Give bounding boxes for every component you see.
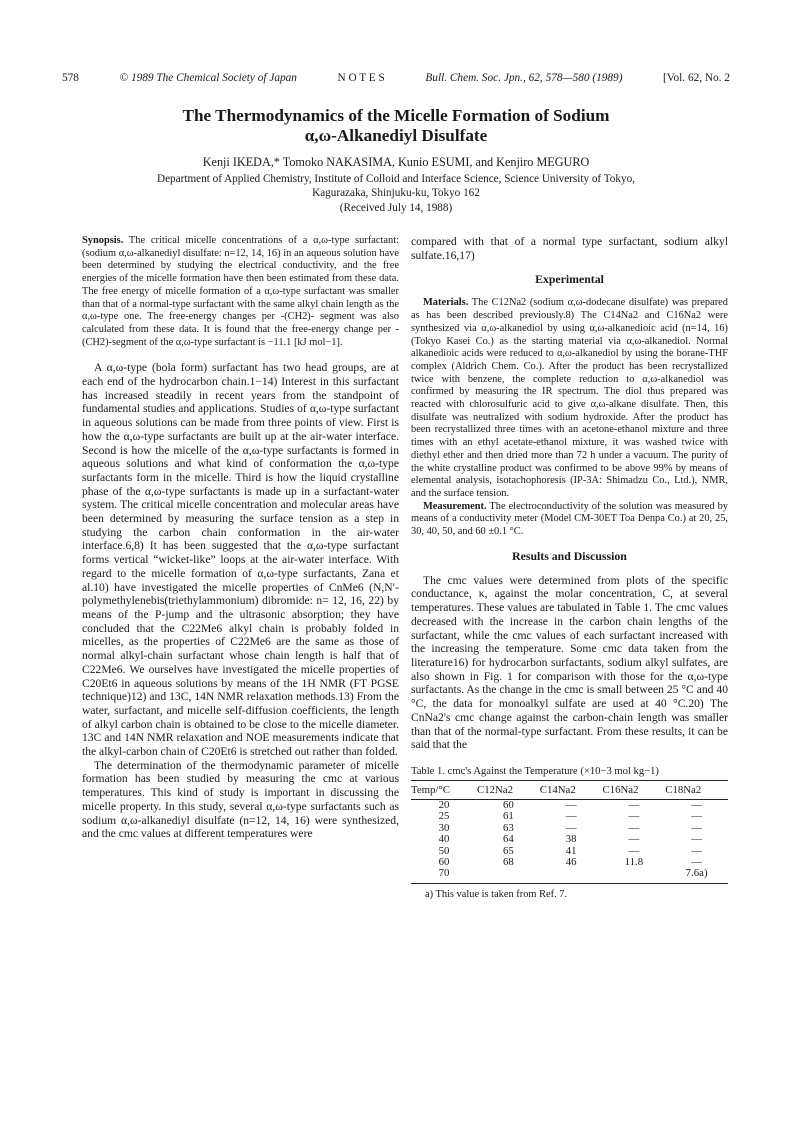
cmc-table (411, 780, 728, 884)
synopsis (82, 235, 399, 349)
table-cell: — (691, 833, 703, 846)
journal-citation: Bull. Chem. Soc. Jpn., 62, 578—580 (1989) (425, 72, 623, 84)
intro-paragraph-2-continued: compared with that of a normal type surfactant, sodium alkyl sulfate.16,17) (411, 235, 728, 262)
table-cell: — (628, 810, 640, 823)
table-footnote: a) This value is taken from Ref. 7. (425, 888, 568, 900)
copyright-notice: © 1989 The Chemical Society of Japan (119, 72, 297, 84)
materials-text: The C12Na2 (sodium α,ω-dodecane disulfate) was prepared as has been described previously.8) The C14Na2 and C16Na2 were synthesized via α,ω-alkanediol by using α,ω-alkanedioic acid (n=14, 16) (Tokyo Kasei Co.) as the starting material via α,ω-alkanediol. Normal alkanedioic acids were reduced to α,ω-alkanediol by using the borane-THF complex (Aldrich Chem. Co.). After the product has been recrystallized twice with benzene, the complete reduction to α,ω-alkanediol was confirmed by measuring the IR spectrum. The diol thus prepared was reacted with chlorosulfuric acid to give α,ω-alkane disulfate. Then, this disulfate was neutralized with sodium hydroxide. After the product has been recrystallized three times with an acetone-ethanol mixture and three times with an ethyl acetate-ethanol mixture, it was washed twice with diethyl ether and then dried more than 72 h under a vacuum. The purity of the white crystalline product was confirmed to be above 99% by means of elemental analysis, isotachophoresis (IP-3A: Shimadzu Co., Ltd.), NMR, and the surface tension. (411, 297, 728, 499)
results-heading: Results and Discussion (512, 548, 627, 563)
table-cell: 50 (438, 844, 450, 857)
table-cell: 68 (502, 855, 514, 868)
table-cell: 64 (502, 833, 514, 846)
synopsis-text: The critical micelle concentrations of a α,ω-type surfactant: (sodium α,ω-alkanediyl disulfate: n=12, 14, 16) in an aqueous solution have been determined by studying the electrical conductivity, and the free energies of the micelle formation have then been estimated from these data. The free energy of micelle formation of a α,ω-type surfactant was smaller than that of a normal-type surfactant with the same alkyl chain length as the α,ω-type one. The free-energy changes per -(CH2)- segment was also calculated from these data. It is found that the free-energy change per -(CH2)-segment of the α,ω-type surfactant is −11.1 [kJ mol−1]. (82, 235, 399, 348)
experimental-heading: Experimental (535, 272, 604, 287)
intro-paragraph-1: A α,ω-type (bola form) surfactant has two head groups, are at each end of the hydrocarbon chain.1−14) Interest in this surfactant has increased steadily in recent years from the standpoint of fundamental studies and applications. Studies of α,ω-type surfactant in aqueous solutions can be made from three points of view. First is how the α,ω-type surfactants are built up at the air-water interface. Second is how the micelle of the α,ω-type surfactants is formed in aqueous solutions and what kind of conformation the α,ω-type surfactants form in the micelle. Third is how the liquid crystalline phase of the α,ω-type surfactants is made up in a surfactant-water system. The critical micelle concentration and molecular areas have been determined by measuring the surface tension as a step in studying the carbon chain conformation in the air-water interface.6,8) It has been suggested that the α,ω-type surfactant forms vertical “wicket-like” loops at the air-water interface. With regard to the micelle formation of α,ω-type surfactants, Zana et al.10) have investigated the micelle properties of CnMe6 (N,N′-polymethylenebis(triethylammonium) dibromide: n= 12, 16, 22) by means of the P-jump and the ultrasonic absorption; they have concluded that the C22Me6 alkyl chain is probably folded in micelles, as the properties of C22Me6 are the same as those of normal alkyl-chain surfactant whose chain length is half that of C22Me6. We ourselves have investigated the micelle properties of C20Et6 in aqueous solutions by means of the 1H NMR (FT PGSE technique)12) and 13C, 14N NMR relaxation methods.13) From the water, surfactant, and micelle self-diffusion coefficients, the length of alkyl carbon chain is obtained to be close to the micelle diameter. 13C and 14N NMR relaxation and NOE measurements indicate that the alkyl-carbon chain of C20Et6 is stretched out rather than folded. (82, 361, 399, 759)
left-column (82, 235, 399, 841)
materials-paragraph (411, 297, 728, 500)
header-c16na2: C16Na2 (603, 780, 666, 799)
synopsis-label: Synopsis. (82, 235, 124, 246)
title-line-2: α,ω-Alkanediyl Disulfate (304, 126, 488, 145)
title-line-1: The Thermodynamics of the Micelle Formation of Sodium (182, 106, 610, 125)
table-cell: 7.6a) (665, 868, 728, 883)
table-cell: 25 (438, 810, 450, 823)
table-header-row (411, 780, 728, 799)
received-date: (Received July 14, 1988) (339, 201, 453, 214)
volume-info: [Vol. 62, No. 2 (663, 72, 730, 84)
results-paragraph: The cmc values were determined from plots of the specific conductance, κ, against the molar concentration, C, at several temperatures. These values are tabulated in Table 1. The cmc values decreased with the increase in the carbon chain lengths of the surfactant, while the cmc values of each surfactant increased with the increasing the temperature. Some cmc data taken from the literature16) for hydrocarbon surfactants, sodium alkyl sulfates, are also shown in Fig. 1 for comparison with those for the α,ω-type surfactants. As the change in the cmc is small between 25 °C and 40 °C, the data for monoalkyl sulfate are used at 40 °C.20) The CnNa2's cmc change against the carbon-chain length was smaller than that of the normal-type surfactant. From these results, it can be said that the (411, 573, 728, 752)
table-row (411, 857, 728, 868)
table-cell: — (565, 810, 577, 823)
header-c14na2: C14Na2 (540, 780, 603, 799)
table-cell: 60 (438, 855, 450, 868)
table-cell: 60 (502, 798, 514, 811)
table-cell: 11.8 (624, 855, 644, 868)
intro-paragraph-2: The determination of the thermodynamic parameter of micelle formation has been studied by measuring the cmc at various temperatures. This kind of study is important in discussing the micelle property. In this study, several α,ω-type surfactants such as sodium α,ω-alkanediyl disulfate (n=12, 14, 16) were synthesized, and the cmc values at different temperatures were (82, 758, 399, 841)
article-title (62, 106, 730, 146)
table-row (411, 834, 728, 845)
table-cell: 46 (565, 855, 577, 868)
materials-label: Materials. (423, 297, 469, 309)
table-cell (603, 868, 666, 883)
table-cell: — (628, 821, 640, 834)
table-cell: 38 (565, 833, 577, 846)
affiliation-line-2: Kagurazaka, Shinjuku-ku, Tokyo 162 (312, 187, 480, 200)
table-cell: 30 (438, 821, 450, 834)
measurement-label: Measurement. (423, 500, 487, 512)
table-cell (477, 868, 540, 883)
header-temp: Temp/°C (411, 780, 477, 799)
table-cell: 40 (438, 833, 450, 846)
table-cell: — (628, 844, 640, 857)
affiliation-line-1: Department of Applied Chemistry, Institute of Colloid and Interface Science, Science University of Tokyo, (157, 173, 635, 185)
table-cell: 41 (565, 844, 577, 857)
table-cell: 65 (502, 844, 514, 857)
page-number: 578 (62, 72, 79, 84)
table-row (411, 868, 728, 883)
right-column (411, 235, 728, 900)
table-cell: — (691, 855, 703, 868)
table-cell: — (691, 821, 703, 834)
running-header (62, 72, 730, 84)
table-cell (540, 868, 603, 883)
affiliation (62, 172, 730, 215)
measurement-paragraph (411, 501, 728, 539)
table-cell: — (691, 810, 703, 823)
measurement-text: The electroconductivity of the solution was measured by means of a conductivity meter (Model CM-30ET Toa Denpa Co.) at 20, 25, 30, 40, 50, and 60 ±0.1 °C. (411, 500, 728, 538)
table-cell: — (691, 844, 703, 857)
section-label: N O T E S (337, 72, 385, 84)
table-cell: — (565, 821, 577, 834)
header-c12na2: C12Na2 (477, 780, 540, 799)
table-cell: — (691, 798, 703, 811)
table-cell: 63 (502, 821, 514, 834)
table-cell: — (628, 833, 640, 846)
table-cell: — (628, 798, 640, 811)
table-row (411, 811, 728, 822)
table-cell: 20 (438, 798, 450, 811)
table-cell: 70 (411, 868, 477, 883)
table-cell: — (565, 798, 577, 811)
author-list: Kenji IKEDA,* Tomoko NAKASIMA, Kunio ESUMI, and Kenjiro MEGURO (202, 155, 590, 169)
table-caption: Table 1. cmc's Against the Temperature (×10−3 mol kg−1) (411, 765, 659, 777)
header-c18na2: C18Na2 (665, 780, 728, 799)
table-cell: 61 (502, 810, 514, 823)
